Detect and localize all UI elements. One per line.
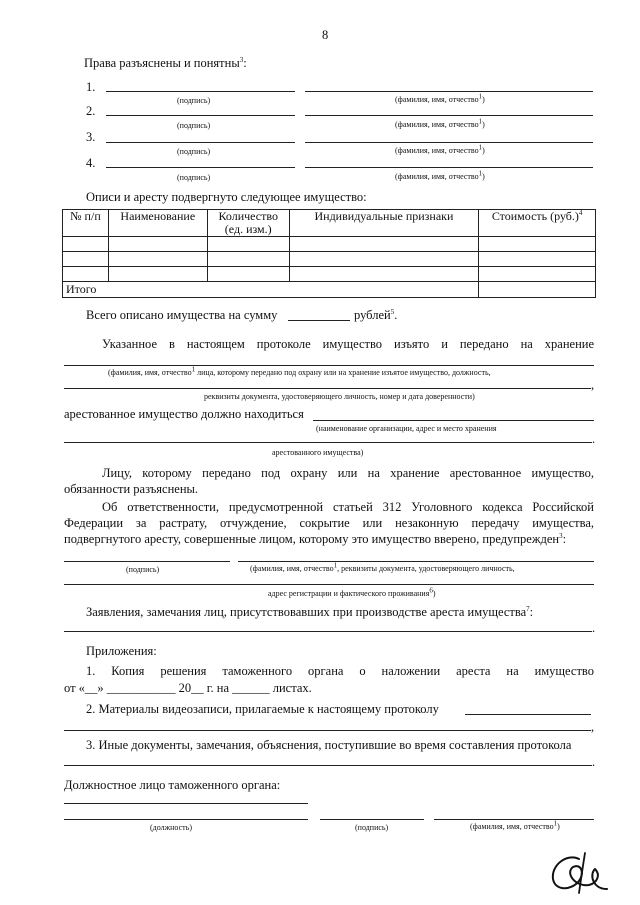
inventory-intro: Описи и аресту подвергнуто следующее имущество: (86, 190, 367, 204)
table-cell[interactable] (63, 267, 109, 282)
attachment-1-line1: 1. Копия решения таможенного органа о наложении ареста на имущество (86, 664, 594, 678)
duties-p2-line2: Федерации за растрату, отчуждение, сокрытие или незаконную передачу имущества, (64, 516, 594, 530)
duty-name-line[interactable] (238, 561, 594, 562)
name-line[interactable] (305, 167, 593, 168)
statements-line[interactable] (64, 631, 592, 632)
table-cell[interactable] (63, 237, 109, 252)
attachments-title: Приложения: (86, 644, 157, 658)
col-header-name: Наименование (108, 210, 207, 237)
sum-before: Всего описано имущества на сумму (86, 308, 278, 322)
rights-row-number: 3. (86, 130, 96, 144)
official-sign-caption: (подпись) (355, 823, 389, 832)
table-cell[interactable] (289, 267, 479, 282)
period: . (592, 621, 596, 635)
sign-caption: (подпись) (177, 173, 211, 182)
official-label: Должностное лицо таможенного органа: (64, 778, 281, 792)
table-cell[interactable] (108, 252, 207, 267)
name-caption: (фамилия, имя, отчество$^1$) (395, 92, 485, 104)
signature-line[interactable] (106, 91, 295, 92)
duty-name-caption: (фамилия, имя, отчество$^1$, реквизиты документа, удостоверяющего личность, (250, 561, 515, 573)
rights-row-number: 2. (86, 104, 96, 118)
position-line-2[interactable] (64, 819, 308, 820)
sign-caption: (подпись) (177, 96, 211, 105)
official-name-caption: (фамилия, имя, отчество$^1$) (470, 819, 560, 831)
table-cell[interactable] (207, 252, 289, 267)
inventory-table (62, 209, 596, 298)
location-line[interactable] (313, 420, 594, 421)
duties-p2-line1: Об ответственности, предусмотренной статьей 312 Уголовного кодекса Российской (102, 500, 594, 514)
sign-caption: (подпись) (177, 121, 211, 130)
duty-address-line[interactable] (64, 584, 594, 585)
table-cell[interactable] (479, 267, 596, 282)
name-line[interactable] (305, 142, 593, 143)
statements-label: Заявления, замечания лиц, присутствовавших при производстве ареста имущества$^7$: (86, 604, 534, 619)
signature-line[interactable] (106, 142, 295, 143)
rights-row-number: 1. (86, 80, 96, 94)
table-cell[interactable] (479, 252, 596, 267)
location-label: арестованное имущество должно находиться (64, 407, 304, 421)
comma: , (591, 378, 595, 392)
sum-after: рублей$^5$. (354, 307, 398, 322)
page-number: 8 (322, 28, 329, 42)
location-caption: (наименование организации, адрес и место хранения (316, 424, 497, 433)
custodian-caption-2: реквизиты документа, удостоверяющего личность, номер и дата доверенности) (204, 392, 475, 401)
table-header-row (63, 210, 596, 237)
duty-sign-caption: (подпись) (126, 565, 160, 574)
table-cell[interactable] (108, 267, 207, 282)
period: . (592, 432, 596, 446)
position-caption: (должность) (150, 823, 192, 832)
attachment-2: 2. Материалы видеозаписи, прилагаемые к настоящему протоколу (86, 702, 439, 716)
sum-field[interactable] (288, 320, 350, 321)
location-caption-2: арестованного имущества) (272, 448, 364, 457)
table-cell[interactable] (479, 237, 596, 252)
table-cell[interactable] (289, 252, 479, 267)
table-cell[interactable] (207, 237, 289, 252)
rights-title: Права разъяснены и понятны$^3$: (84, 55, 247, 70)
sign-caption: (подпись) (177, 147, 211, 156)
table-row (63, 237, 596, 252)
signature-line[interactable] (106, 167, 295, 168)
custodian-line[interactable] (64, 365, 594, 366)
attachment-2-field[interactable] (465, 714, 591, 715)
col-header-cost: Стоимость $(руб.)^4$ (479, 210, 596, 237)
duty-address-caption: адрес регистрации и фактического проживания$^6$) (268, 586, 436, 598)
attachment-3-line[interactable] (64, 765, 592, 766)
name-line[interactable] (305, 91, 593, 92)
name-caption: (фамилия, имя, отчество$^1$) (395, 143, 485, 155)
duties-p1-line1: Лицу, которому передано под охрану или на хранение арестованное имущество, (102, 466, 594, 480)
total-row (63, 282, 596, 298)
table-row (63, 267, 596, 282)
total-label: Итого (63, 282, 479, 298)
table-cell[interactable] (63, 252, 109, 267)
custodian-caption: (фамилия, имя, отчество$^1$ лица, которому передано под охрану или на хранение изъятое имущество, должность, (108, 365, 491, 377)
name-caption: (фамилия, имя, отчество$^1$) (395, 169, 485, 181)
handwritten-signature (545, 845, 615, 897)
duties-p2-line3: подвергнутого аресту, совершенные лицом, которому это имущество вверено, предупрежден$^3$: (64, 531, 567, 546)
col-header-number: № п/п (63, 210, 109, 237)
location-line-2[interactable] (64, 442, 592, 443)
table-row (63, 252, 596, 267)
col-header-quantity: Количество (ед. изм.) (207, 210, 289, 237)
attachment-1-line2: от «__» ___________ 20__ г. на ______ листах. (64, 681, 312, 695)
storage-line: Указанное в настоящем протоколе имущество изъято и передано на хранение (102, 337, 594, 351)
total-value-cell[interactable] (479, 282, 596, 298)
duties-p1-line2: обязанности разъяснены. (64, 482, 199, 496)
official-name-line[interactable] (434, 819, 594, 820)
name-caption: (фамилия, имя, отчество$^1$) (395, 117, 485, 129)
table-cell[interactable] (289, 237, 479, 252)
table-cell[interactable] (207, 267, 289, 282)
official-sign-line[interactable] (320, 819, 424, 820)
rights-row-number: 4. (86, 156, 96, 170)
custodian-line-2[interactable] (64, 388, 591, 389)
signature-line[interactable] (106, 115, 295, 116)
name-line[interactable] (305, 115, 593, 116)
attachment-3: 3. Иные документы, замечания, объяснения, поступившие во время составления протокола (86, 738, 572, 752)
attachment-2-line[interactable] (64, 730, 591, 731)
period: . (592, 755, 596, 769)
position-line[interactable] (64, 803, 308, 804)
table-cell[interactable] (108, 237, 207, 252)
comma: , (591, 720, 595, 734)
duty-sign-line[interactable] (64, 561, 230, 562)
col-header-features: Индивидуальные признаки (289, 210, 479, 237)
